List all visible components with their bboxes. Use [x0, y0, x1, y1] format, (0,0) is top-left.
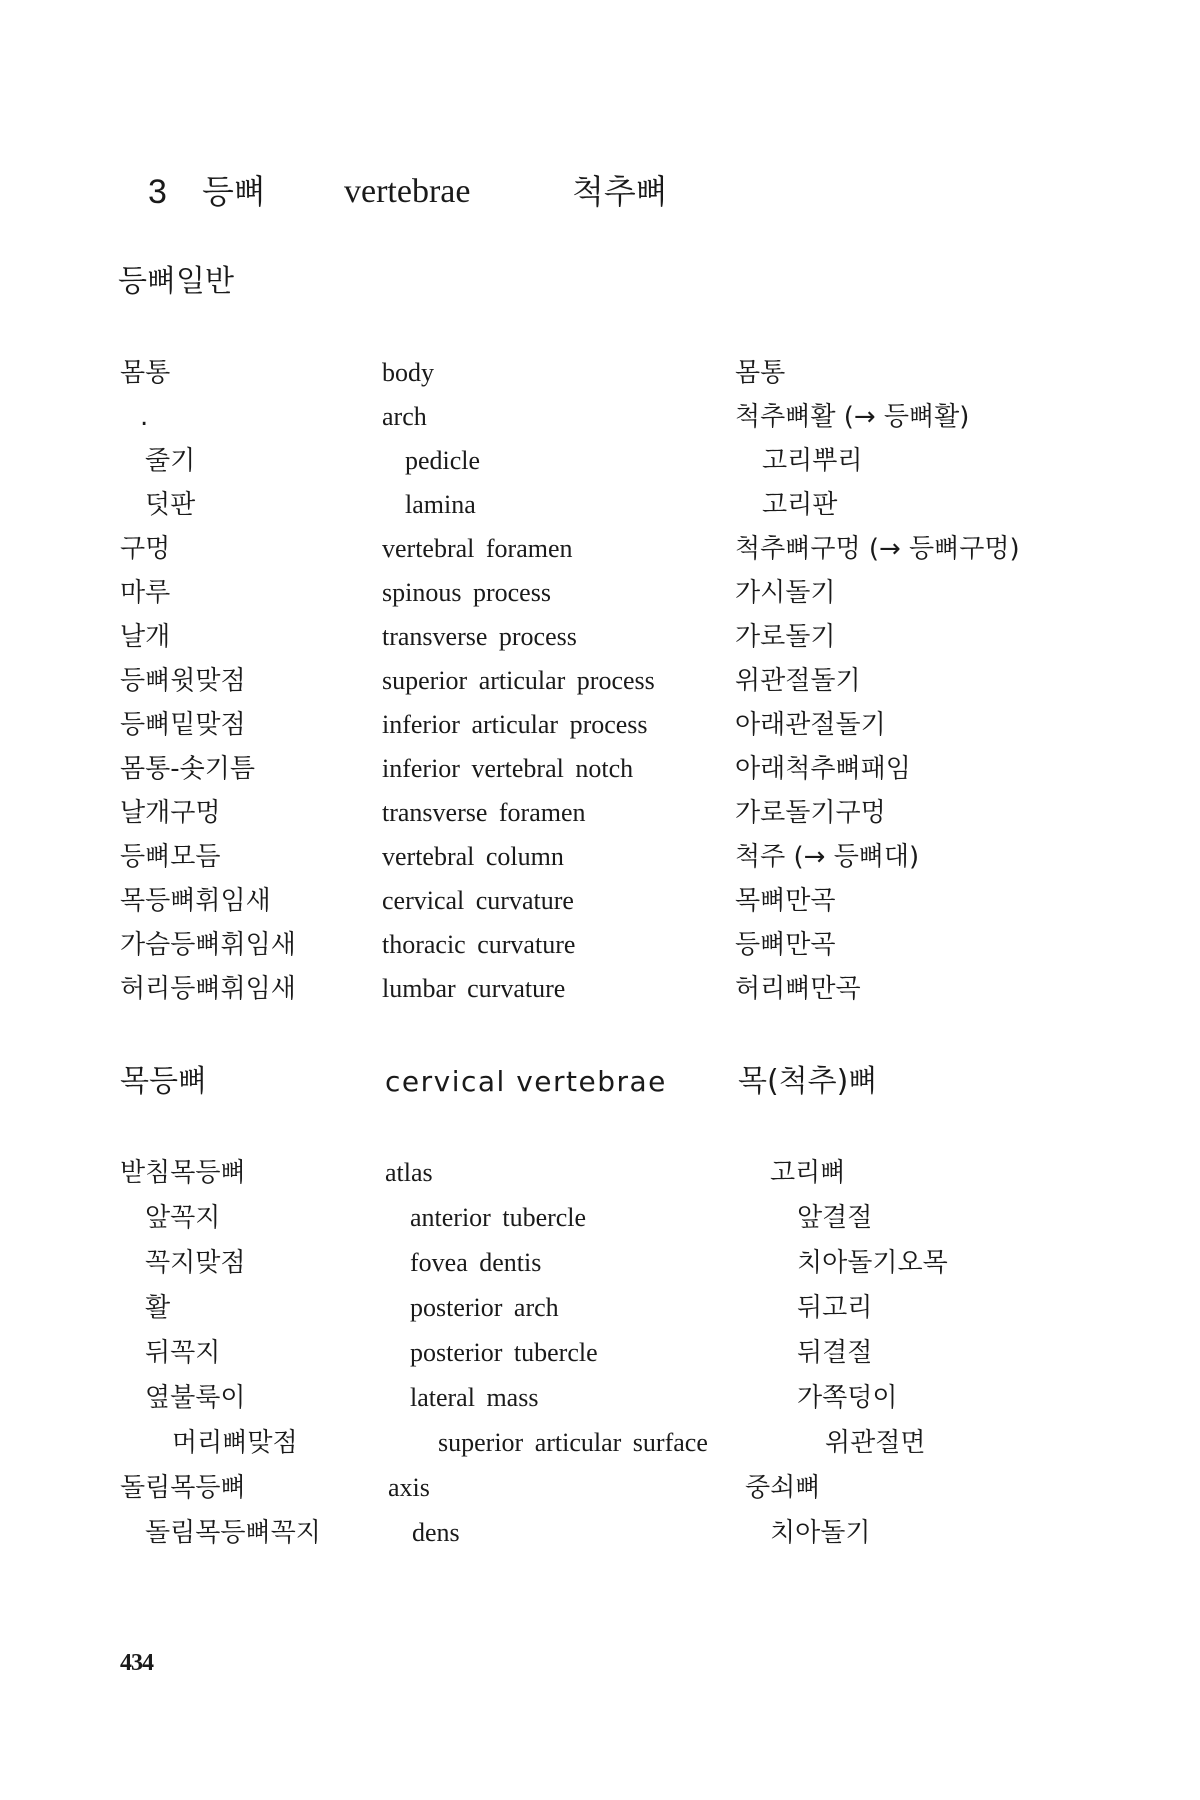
- term-row: [0, 441, 1200, 481]
- term-korean: 돌림목등뼈꼭지: [145, 1518, 321, 1548]
- cervical-header-korean: 목등뼈: [120, 1064, 207, 1099]
- term-korean: 허리등뼈휘임새: [120, 974, 296, 1004]
- term-row: [0, 925, 1200, 965]
- term-alternate: 아래관절돌기: [735, 710, 886, 740]
- term-korean: 목등뼈휘임새: [120, 886, 271, 916]
- term-alternate: 척추뼈구멍 (→ 등뼈구멍): [735, 534, 1020, 564]
- term-english: dens: [412, 1518, 460, 1547]
- term-korean: 줄기: [145, 446, 196, 476]
- term-english: posterior arch: [410, 1293, 559, 1322]
- term-korean: 등뼈밑맞점: [120, 710, 246, 740]
- term-row: [0, 661, 1200, 701]
- term-korean: 꼭지맞점: [145, 1248, 246, 1278]
- term-english: atlas: [385, 1158, 433, 1187]
- term-row: [0, 1513, 1200, 1553]
- chapter-alternate-title: 척추뼈: [572, 172, 668, 211]
- term-alternate: 뒤결절: [797, 1338, 873, 1368]
- term-english: arch: [382, 402, 427, 431]
- cervical-section-header: [0, 1062, 1200, 1102]
- term-row: [0, 397, 1200, 437]
- term-row: [0, 749, 1200, 789]
- term-korean: 돌림목등뼈: [120, 1473, 246, 1503]
- term-alternate: 고리뿌리: [762, 446, 863, 476]
- term-english: body: [382, 358, 434, 387]
- term-alternate: 척추뼈활 (→ 등뼈활): [735, 402, 970, 432]
- term-row: [0, 353, 1200, 393]
- term-row: [0, 485, 1200, 525]
- term-english: posterior tubercle: [410, 1338, 598, 1367]
- term-alternate: 몸통: [735, 358, 786, 388]
- term-alternate: 등뼈만곡: [735, 930, 836, 960]
- term-english: vertebral foramen: [382, 534, 573, 563]
- term-english: spinous process: [382, 578, 551, 607]
- term-row: [0, 617, 1200, 657]
- term-alternate: 허리뼈만곡: [735, 974, 861, 1004]
- term-english: pedicle: [405, 446, 481, 475]
- term-korean: 머리뼈맞점: [172, 1428, 298, 1458]
- term-korean: 가슴등뼈휘임새: [120, 930, 296, 960]
- cervical-header-alternate: 목(척추)뼈: [738, 1064, 878, 1099]
- term-alternate: 고리판: [762, 490, 838, 520]
- term-korean: 등뼈윗맞점: [120, 666, 246, 696]
- term-english: lateral mass: [410, 1383, 539, 1412]
- term-korean: 받침목등뼈: [120, 1158, 246, 1188]
- term-row: [0, 881, 1200, 921]
- term-english: transverse process: [382, 622, 577, 651]
- term-row: [0, 1333, 1200, 1373]
- term-english: fovea dentis: [410, 1248, 542, 1277]
- term-alternate: 척주 (→ 등뼈대): [735, 842, 920, 872]
- term-korean: 몸통: [120, 358, 171, 388]
- term-english: inferior articular process: [382, 710, 648, 739]
- term-row: [0, 793, 1200, 833]
- term-alternate: 중쇠뼈: [745, 1473, 821, 1503]
- term-alternate: 가로돌기구멍: [735, 798, 886, 828]
- term-row: [0, 1288, 1200, 1328]
- term-row: [0, 969, 1200, 1009]
- term-row: [0, 837, 1200, 877]
- term-alternate: 아래척추뼈패임: [735, 754, 911, 784]
- term-korean: 활: [145, 1293, 171, 1323]
- term-korean: 덧판: [145, 490, 196, 520]
- term-korean: .: [140, 402, 149, 432]
- term-row: [0, 1153, 1200, 1193]
- term-korean: 마루: [120, 578, 171, 608]
- term-alternate: 뒤고리: [797, 1293, 873, 1323]
- page-number: 434: [120, 1650, 153, 1676]
- term-english: vertebral column: [382, 842, 564, 871]
- term-alternate: 가쪽덩이: [797, 1383, 898, 1413]
- term-english: anterior tubercle: [410, 1203, 587, 1232]
- term-korean: 앞꼭지: [145, 1203, 221, 1233]
- term-english: lamina: [405, 490, 476, 519]
- term-alternate: 앞결절: [797, 1203, 873, 1233]
- term-row: [0, 1243, 1200, 1283]
- term-english: cervical curvature: [382, 886, 574, 915]
- term-alternate: 목뼈만곡: [735, 886, 836, 916]
- chapter-english-title: vertebrae: [344, 173, 471, 210]
- section-title: 등뼈일반: [118, 264, 234, 299]
- term-english: lumbar curvature: [382, 974, 566, 1003]
- cervical-header-english: cervical vertebrae: [385, 1065, 667, 1098]
- term-english: inferior vertebral notch: [382, 754, 634, 783]
- term-row: [0, 529, 1200, 569]
- term-alternate: 치아돌기오목: [797, 1248, 948, 1278]
- term-english: axis: [388, 1473, 430, 1502]
- term-korean: 날개: [120, 622, 171, 652]
- term-korean: 뒤꼭지: [145, 1338, 221, 1368]
- term-alternate: 가로돌기: [735, 622, 836, 652]
- term-alternate: 위관절돌기: [735, 666, 861, 696]
- term-row: [0, 705, 1200, 745]
- term-english: transverse foramen: [382, 798, 586, 827]
- term-alternate: 가시돌기: [735, 578, 836, 608]
- term-korean: 날개구멍: [120, 798, 221, 828]
- term-korean: 옆불룩이: [145, 1383, 246, 1413]
- term-english: superior articular surface: [438, 1428, 708, 1457]
- term-alternate: 치아돌기: [770, 1518, 871, 1548]
- term-row: [0, 573, 1200, 613]
- term-korean: 등뼈모듬: [120, 842, 221, 872]
- term-korean: 몸통-솟기틈: [120, 754, 255, 784]
- term-korean: 구멍: [120, 534, 171, 564]
- term-row: [0, 1423, 1200, 1463]
- term-alternate: 고리뼈: [770, 1158, 846, 1188]
- term-english: superior articular process: [382, 666, 655, 695]
- term-row: [0, 1378, 1200, 1418]
- chapter-korean-title: 등뼈: [202, 172, 266, 211]
- term-row: [0, 1468, 1200, 1508]
- term-english: thoracic curvature: [382, 930, 576, 959]
- chapter-number: 3: [148, 173, 167, 211]
- term-alternate: 위관절면: [825, 1428, 926, 1458]
- term-row: [0, 1198, 1200, 1238]
